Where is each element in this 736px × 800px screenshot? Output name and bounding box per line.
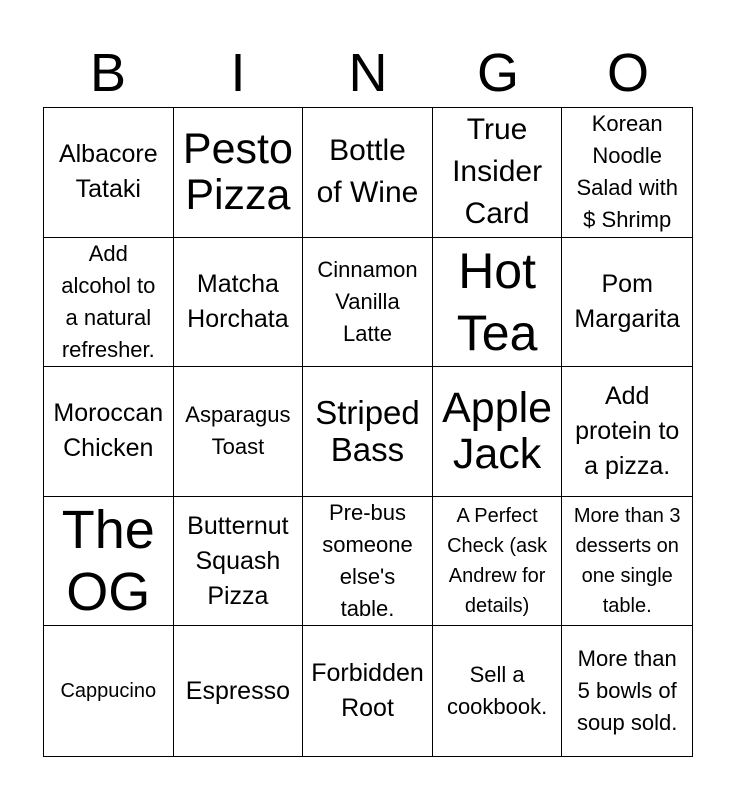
cell-text: Korean Noodle Salad with $ Shrimp (576, 111, 678, 233)
cell-text: More than 3 desserts on one single table. (573, 505, 681, 618)
bingo-cell[interactable] (174, 497, 304, 627)
bingo-cell[interactable] (433, 367, 563, 497)
bingo-cell[interactable] (44, 626, 174, 756)
cell-text: Butternut Squash Pizza (187, 511, 289, 610)
cell-text: More than 5 bowls of soup sold. (577, 646, 678, 736)
bingo-cell[interactable] (174, 238, 304, 368)
header-letter-o: O (606, 43, 649, 103)
cell-text: Add protein to a pizza. (575, 381, 680, 480)
bingo-cell[interactable] (562, 367, 692, 497)
cell-text: Hot Tea (456, 242, 538, 361)
bingo-cell[interactable] (303, 367, 433, 497)
cell-text: Pre-bus someone else's table. (322, 500, 413, 622)
cell-text: Add alcohol to a natural refresher. (61, 240, 156, 362)
bingo-cell[interactable] (562, 108, 692, 238)
header-letter-g: G (476, 43, 519, 103)
bingo-cell[interactable] (562, 497, 692, 627)
bingo-cell[interactable] (562, 238, 692, 368)
bingo-cell[interactable] (303, 626, 433, 756)
cell-text: Moroccan Chicken (53, 399, 164, 463)
bingo-cell[interactable] (44, 367, 174, 497)
bingo-cell[interactable] (433, 238, 563, 368)
bingo-cell[interactable] (174, 367, 304, 497)
header-letter-n: N (348, 43, 388, 103)
bingo-cell[interactable] (433, 497, 563, 627)
bingo-cell[interactable] (44, 238, 174, 368)
bingo-cell[interactable] (174, 626, 304, 756)
header-letter-i: I (230, 43, 246, 103)
bingo-header (43, 40, 693, 106)
bingo-cell[interactable] (303, 108, 433, 238)
bingo-cell[interactable] (562, 626, 692, 756)
cell-text: Striped Bass (315, 394, 420, 469)
cell-text: Bottle of Wine (316, 134, 419, 210)
cell-text: The OG (61, 500, 155, 623)
bingo-cell[interactable] (303, 497, 433, 627)
cell-text: Asparagus Toast (185, 402, 291, 460)
cell-text: Pesto Pizza (182, 125, 293, 220)
bingo-cell[interactable] (303, 238, 433, 368)
bingo-cell[interactable] (174, 108, 304, 238)
cell-text: Espresso (185, 676, 290, 705)
bingo-cell[interactable] (44, 108, 174, 238)
cell-text: Pom Margarita (574, 269, 680, 333)
cell-text: Apple Jack (442, 384, 553, 479)
cell-text: Matcha Horchata (187, 269, 289, 333)
cell-text: Sell a cookbook. (446, 662, 548, 720)
cell-text: Albacore Tataki (58, 140, 158, 204)
cell-text: Forbidden Root (311, 659, 424, 723)
cell-text: Cappucino (60, 680, 157, 703)
bingo-board (43, 107, 693, 757)
header-letter-b: B (89, 43, 127, 103)
cell-text: True Insider Card (452, 113, 543, 231)
bingo-cell[interactable] (433, 626, 563, 756)
cell-text: Cinnamon Vanilla Latte (317, 256, 418, 346)
bingo-cell[interactable] (44, 497, 174, 627)
cell-text: A Perfect Check (ask Andrew for details) (447, 505, 548, 618)
bingo-cell[interactable] (433, 108, 563, 238)
